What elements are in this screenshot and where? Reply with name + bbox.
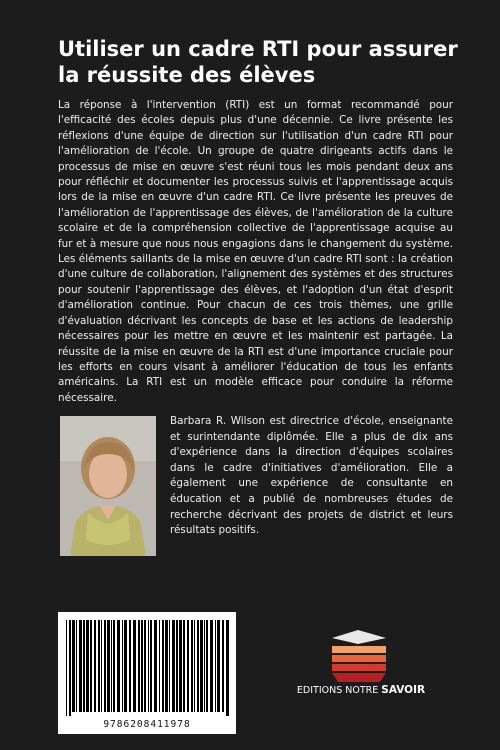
barcode-bar xyxy=(101,620,102,712)
barcode-bar xyxy=(124,620,127,712)
barcode-bars xyxy=(58,612,236,718)
barcode-bar xyxy=(148,620,149,712)
barcode-bar xyxy=(86,620,89,712)
barcode-bar xyxy=(165,620,168,712)
barcode-bar xyxy=(76,620,77,712)
barcode-bar xyxy=(159,620,160,712)
barcode-bar xyxy=(179,620,182,712)
barcode-bar xyxy=(200,620,203,712)
barcode-bar xyxy=(90,620,92,712)
logo-band-3 xyxy=(332,664,386,671)
barcode-bar xyxy=(215,620,216,712)
barcode-bar xyxy=(206,620,208,712)
barcode-bar xyxy=(144,620,146,712)
barcode-bar xyxy=(94,620,96,712)
barcode-bar xyxy=(69,620,71,716)
barcode-bar xyxy=(104,620,106,712)
publisher-logo xyxy=(300,626,420,686)
logo-book-top xyxy=(332,630,386,644)
logo-band-1 xyxy=(332,646,386,653)
publisher-name-regular: EDITIONS NOTRE xyxy=(296,685,382,696)
barcode-bar xyxy=(183,620,185,712)
book-title: Utiliser un cadre RTI pour assurer la réussite des élèves xyxy=(58,37,458,87)
barcode-bar xyxy=(117,620,120,712)
barcode-bar xyxy=(72,620,75,712)
book-summary: La réponse à l'intervention (RTI) est un format recommandé pour l'efficacité des écoles depuis plus d'une décennie. Ce livre présente les réflexions d'une équipe de direction sur l'utilisation d'un cadre RTI pour l'amélioration de l'école. Un groupe de quatre dirigeants actifs dans le processus de mise en œuvre s'est réuni tous les mois pendant deux ans pour réfléchir et documenter les processus suivis et l'apprentissage acquis lors de la mise en œuvre d'un cadre RTI. Ce livre présente les preuves de l'amélioration de l'apprentissage des élèves, de l'amélioration de la culture scolaire et de la compréhension collective de l'apprentissage acquise au fur et à mesure que nous nous engagions dans le changement du système. Les éléments saillants de la mise en œuvre d'un cadre RTI sont : la création d'une culture de collaboration, l'alignement des systèmes et des structures pour soutenir l'apprentissage des élèves, et l'adoption d'un état d'esprit d'amélioration continue. Pour chacun de ces trois thèmes, une grille d'évaluation décrivant les concepts de base et les actions de leadership nécessaires pour les mettre en œuvre et les maintenir est partagée. La réussite de la mise en œuvre de la RTI est d'une importance cruciale pour les efforts en cours visant à améliorer l'éducation de tous les enfants américains. La RTI est un modèle efficace pour conduire la réforme nécessaire. xyxy=(58,99,453,404)
barcode-bar xyxy=(176,620,178,712)
barcode-bar xyxy=(122,620,123,712)
barcode-bar xyxy=(107,620,110,712)
logo-band-2 xyxy=(332,655,386,662)
barcode-bar xyxy=(98,620,100,712)
barcode-bar xyxy=(222,620,224,712)
barcode-bar xyxy=(79,620,82,712)
barcode-bar xyxy=(204,620,205,712)
author-photo xyxy=(60,416,156,556)
barcode-bar xyxy=(150,620,152,712)
barcode-bar xyxy=(138,620,140,712)
barcode-bar xyxy=(169,620,170,712)
barcode-bar xyxy=(133,620,136,712)
barcode-bar xyxy=(217,620,220,712)
publisher-name xyxy=(286,684,436,696)
logo-band-4 xyxy=(332,673,386,682)
barcode-bar xyxy=(154,620,157,712)
author-bio: Barbara R. Wilson est directrice d'école, enseignante et surintendante diplômée. Elle a plus de dix ans d'expérience dans la direction d'équipes scolaires dans le cadre d'initiatives d'amélioration. Elle a également une expérience de consultante en éducation et a publié de nombreuses études de recherche décrivant des projets de district et leurs résultats positifs. xyxy=(170,415,453,537)
barcode-bar xyxy=(113,620,115,712)
barcode-bar xyxy=(194,620,195,712)
isbn-digits: 9786208411978 xyxy=(103,719,191,730)
barcode-bar xyxy=(172,620,175,712)
publisher-name-bold: SAVOIR xyxy=(381,684,426,696)
barcode-bar xyxy=(210,620,213,712)
barcode-bar xyxy=(187,620,189,712)
isbn-barcode xyxy=(58,612,236,734)
barcode-bar xyxy=(83,620,85,712)
barcode-bar xyxy=(162,620,164,712)
barcode-bar xyxy=(197,620,199,712)
barcode-bar xyxy=(141,620,143,712)
barcode-bar xyxy=(66,620,67,716)
barcode-bar xyxy=(226,620,229,716)
barcode-bar xyxy=(111,620,112,712)
barcode-bar xyxy=(191,620,193,712)
barcode-bar xyxy=(129,620,131,712)
